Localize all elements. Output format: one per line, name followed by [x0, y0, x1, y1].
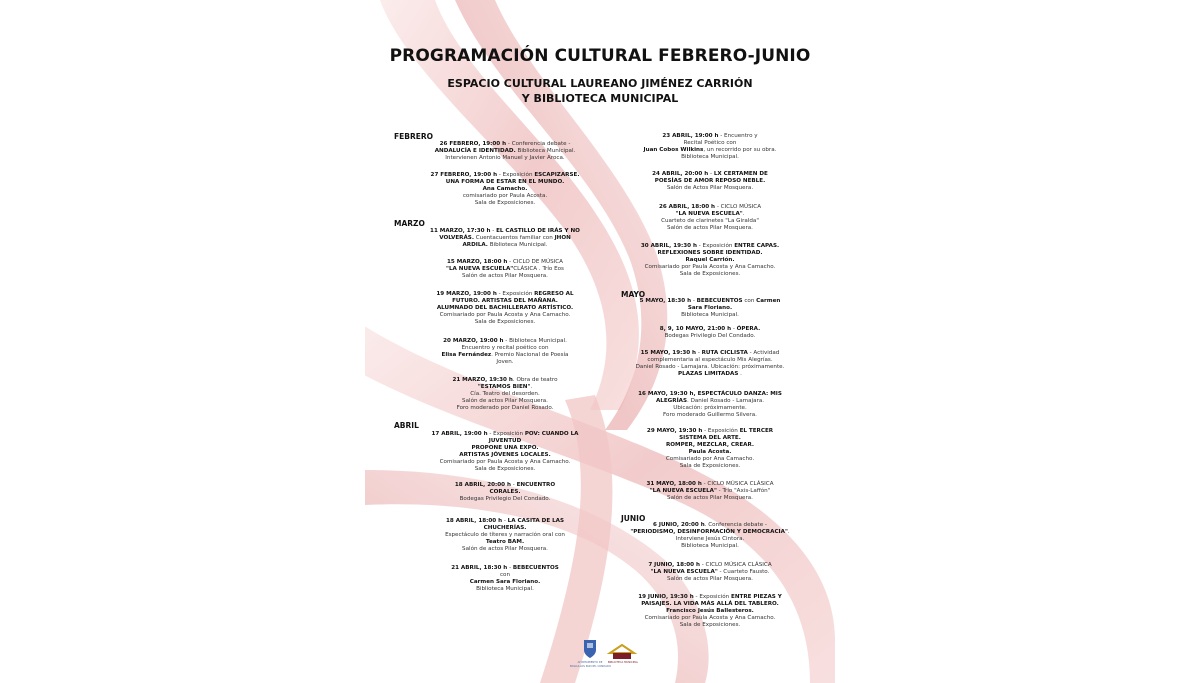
event-bold-text: ENTRE CAPAS.: [734, 243, 780, 249]
event-text: Biblioteca Municipal.: [681, 543, 739, 550]
event-text: - Exposición: [496, 291, 535, 297]
month-heading-march: MARZO: [394, 219, 425, 228]
event-bold-text: CHUCHERÍAS.: [483, 525, 527, 532]
event-bold-text: 21 MARZO, 19:30 h: [452, 377, 513, 383]
event-text: - Cuarteto Fausto.: [717, 569, 770, 576]
event-bold-text: 15 MARZO, 18:00 h: [446, 259, 508, 265]
event-text: - Conferencia debate -: [506, 141, 571, 147]
event-text: Sala de Exposiciones.: [474, 319, 536, 326]
event-text: .: [787, 529, 790, 536]
event-text: . Trío Eos: [538, 266, 564, 273]
event-text: Cuentacuentos familiar con: [473, 235, 555, 242]
event-text: Biblioteca Municipal.: [476, 586, 534, 593]
event-text: - Exposición: [693, 594, 731, 600]
event-bold-text: 16 MAYO, 19:30 h, ESPECTÁCULO DANZA: MIS: [638, 391, 782, 397]
event-text: complementaria al espectáculo Mis Alegrías.: [647, 357, 773, 364]
event-bold-text: 18 ABRIL, 18:00 h: [445, 518, 503, 524]
event-bold-text: UNA FORMA DE ESTAR EN EL MUNDO.: [445, 179, 565, 186]
event-bold-text: "LA NUEVA ESCUELA": [649, 488, 717, 495]
event-text: Comisariado por Paula Acosta y Ana Camacho.: [439, 459, 571, 466]
event-bold-text: PLAZAS LIMITADAS: [678, 371, 739, 378]
event-bold-text: ANDALUCÍA E IDENTIDAD.: [434, 148, 516, 155]
library-house-icon: [610, 645, 634, 659]
event-bold-text: REGRESO AL: [534, 291, 574, 297]
event-text: CLÁSICA: [513, 266, 539, 273]
poster: [365, 0, 835, 683]
event-bold-text: VOLVERÁS.: [439, 235, 474, 242]
event-text: . Conferencia debate -: [704, 522, 767, 528]
event-bold-text: SISTEMA DEL ARTE.: [679, 435, 741, 442]
event-text: -: [490, 228, 497, 234]
event-bold-text: "LA NUEVA ESCUELA": [446, 266, 514, 273]
event-text: Sala de Exposiciones.: [474, 200, 536, 207]
event-bold-text: 17 ABRIL, 19:00 h: [431, 431, 488, 437]
event-bold-text: 30 ABRIL, 19:30 h: [640, 243, 697, 249]
event-text: - CICLO MÚSICA CLÁSICA: [701, 481, 774, 487]
event-bold-text: POESÍAS DE AMOR REPOSO NEBLE.: [654, 178, 766, 185]
event-bold-text: ENCUENTRO: [516, 482, 556, 488]
event-text: Foro moderado por Daniel Rosado.: [456, 405, 554, 412]
municipal-shield-icon: [584, 640, 596, 658]
event-bold-text: 29 MAYO, 19:30 h: [646, 428, 703, 434]
event-text: Cuarteto de clarinetes "La Giralda": [661, 218, 759, 225]
event-text: - Biblioteca Municipal.: [503, 338, 567, 344]
event-text: Salón de actos Pilar Mosquera.: [667, 576, 753, 583]
event-bold-text: 6 JUNIO, 20:00 h: [653, 522, 705, 528]
event-text: . Daniel Rosado - Lamajara.: [687, 398, 765, 405]
event-bold-text: Carmen Sara Floriano.: [469, 579, 541, 586]
month-heading-may: MAYO: [621, 290, 646, 299]
logos-footer: [365, 0, 835, 683]
event-text: .: [530, 384, 533, 391]
event-bold-text: RUTA CICLISTA: [701, 350, 748, 356]
event-text: con: [499, 572, 511, 579]
event-bold-text: Carmen: [756, 298, 781, 304]
event-text: .: [742, 211, 745, 218]
event-bold-text: REFLEXIONES SOBRE IDENTIDAD.: [657, 250, 763, 257]
event-text: , un recorrido por su obra.: [703, 147, 777, 154]
event-bold-text: Juan Cobos Wilkins: [643, 147, 704, 154]
event-bold-text: 20 MARZO, 19:00 h: [443, 338, 504, 344]
event-text: Salón de actos Pilar Mosquera.: [462, 273, 548, 280]
event-bold-text: 11 MARZO, 17:30 h: [430, 228, 491, 234]
event-bold-text: BEBECUENTOS: [512, 565, 559, 571]
event-bold-text: Raquel Carrión.: [685, 257, 735, 264]
event-bold-text: ENTRE PIEZAS Y: [731, 594, 782, 600]
month-heading-june: JUNIO: [621, 514, 646, 523]
event-text: - Exposición: [696, 243, 735, 249]
event-text: - Exposición: [702, 428, 740, 434]
event-text: Salón de actos Pilar Mosquera.: [667, 225, 753, 232]
event-bold-text: FUTURO. ARTISTAS DEL MAÑANA.: [452, 298, 558, 305]
municipal-logo-label-1: AYUNTAMIENTO DE: [577, 661, 603, 664]
event-bold-text: ARDILA.: [462, 242, 488, 249]
event-bold-text: 7 JUNIO, 18:00 h: [648, 562, 700, 568]
event-bold-text: Ana Camacho.: [482, 186, 528, 193]
event-text: Biblioteca Municipal.: [515, 148, 576, 155]
event-bold-text: ALUMNADO DEL BACHILLERATO ARTÍSTICO.: [436, 305, 574, 312]
event-text: - Exposición: [487, 431, 525, 437]
event-text: Sala de Exposiciones.: [474, 466, 536, 473]
event-bold-text: ROMPER, MEZCLAR, CREAR.: [665, 442, 755, 449]
event-text: Daniel Rosado - Lamajara. Ubicación: próximamente.: [635, 364, 785, 371]
event-text: Foro moderado Guillermo Silvera.: [663, 412, 757, 419]
event-bold-text: 15 MAYO, 19:30 h: [640, 350, 697, 356]
event-text: . Obra de teatro: [512, 377, 558, 383]
event-text: Ubicación: próximamente.: [673, 405, 747, 412]
event-text: Comisariado por Ana Camacho.: [665, 456, 755, 463]
month-heading-april: ABRIL: [394, 421, 419, 430]
event-text: -: [510, 482, 517, 488]
month-heading-february: FEBRERO: [394, 132, 434, 141]
event-bold-text: Francisco Jesús Ballesteros.: [666, 608, 754, 615]
event-bold-text: 8, 9, 10 MAYO, 21:00 h: [659, 326, 732, 332]
event-bold-text: 27 FEBRERO, 19:00 h: [430, 172, 498, 178]
event-text: - Encuentro y: [718, 133, 758, 139]
event-bold-text: LA CASITA DE LAS: [507, 518, 565, 524]
event-bold-text: JUVENTUD: [488, 438, 522, 445]
event-bold-text: ÓPERA.: [736, 326, 761, 332]
event-bold-text: 21 ABRIL, 18:30 h: [451, 565, 508, 571]
event-bold-text: "ESTAMOS BIEN": [477, 384, 531, 391]
event-bold-text: PROPONE UNA EXPO.: [471, 445, 539, 452]
event-text: Bodegas Privilegio Del Condado.: [664, 333, 756, 340]
event-text: Intervienen Antonio Manuel y Javier Aroca.: [445, 155, 565, 162]
event-text: - CICLO DE MÚSICA: [507, 259, 564, 265]
event-text: - CICLO MÚSICA CLÁSICA: [699, 562, 772, 568]
event-text: Salón de actos Pilar Mosquera.: [667, 495, 753, 502]
page-title: PROGRAMACIÓN CULTURAL FEBRERO-JUNIO: [389, 46, 811, 66]
event-text: - Exposición: [497, 172, 535, 178]
event-bold-text: EL CASTILLO DE IRÁS Y NO: [496, 228, 580, 234]
event-bold-text: 26 FEBRERO, 19:00 h: [439, 141, 507, 147]
event-bold-text: 24 ABRIL, 20:00 h: [652, 171, 709, 177]
event-text: Biblioteca Municipal.: [487, 242, 548, 249]
event-bold-text: Teatro BAM.: [485, 539, 525, 546]
event-text: -: [708, 171, 714, 177]
event-bold-text: 31 MAYO, 18:00 h: [646, 481, 702, 487]
event-text: Salón de actos Pilar Mosquera.: [462, 398, 548, 405]
event-text: Sala de Exposiciones.: [679, 463, 741, 470]
event-bold-text: 19 MARZO, 19:00 h: [436, 291, 497, 297]
event-bold-text: 18 ABRIL, 20:00 h: [454, 482, 511, 488]
event-text: Salón de Actos Pilar Mosquera.: [666, 185, 754, 192]
event-bold-text: "LA NUEVA ESCUELA": [650, 569, 718, 576]
event-text: . Premio Nacional de Poesía: [491, 352, 569, 359]
subtitle-line-1: ESPACIO CULTURAL LAUREANO JIMÉNEZ CARRIÓN: [447, 77, 753, 90]
event-bold-text: Paula Acosta.: [688, 449, 732, 456]
event-text: Comisariado por Paula Acosta y Ana Camacho.: [439, 312, 571, 319]
event-bold-text: 19 JUNIO, 19:30 h: [638, 594, 694, 600]
library-logo-label: BIBLIOTECA MUNICIPAL: [607, 661, 639, 664]
event-text: - CICLO MÚSICA: [715, 204, 762, 210]
event-bold-text: "LA NUEVA ESCUELA": [675, 211, 743, 218]
event-text: Sala de Exposiciones.: [679, 622, 741, 629]
event-text: -: [502, 518, 508, 524]
event-bold-text: BEBECUENTOS: [696, 298, 743, 304]
event-text: Biblioteca Municipal.: [681, 154, 739, 161]
event-bold-text: EL TERCER: [739, 428, 774, 434]
event-bold-text: 23 ABRIL, 19:00 h: [662, 133, 719, 139]
event-text: Biblioteca Municipal.: [681, 312, 739, 319]
event-text: Joven.: [496, 359, 514, 366]
event-bold-text: POV: CUANDO LA: [524, 431, 579, 437]
event-bold-text: 26 ABRIL, 18:00 h: [658, 204, 716, 210]
event-text: Bodegas Privilegio Del Condado.: [459, 496, 551, 503]
event-bold-text: JHON: [554, 235, 571, 242]
event-bold-text: 5 MAYO, 18:30 h: [639, 298, 692, 304]
event-text: Interviene Jesús Cintora.: [675, 536, 745, 543]
event-bold-text: PAISAJES. LA VIDA MÁS ALLÁ DEL TABLERO.: [641, 601, 779, 608]
event-bold-text: LX CERTAMEN DE: [713, 171, 768, 177]
event-text: -: [691, 298, 697, 304]
event-text: Comisariado por Paula Acosta y Ana Camacho.: [644, 264, 776, 271]
event-text: Encuentro y recital poético con: [461, 345, 549, 352]
event-text: - Trío "Axis-Laffón": [716, 488, 771, 495]
event-bold-text: CORALES.: [489, 489, 521, 496]
event-text: .: [738, 371, 742, 378]
event-text: -: [507, 565, 513, 571]
event-text: -: [731, 326, 737, 332]
event-text: comisariado por Paula Acosta.: [462, 193, 548, 200]
event-text: Cía. Teatro del desorden.: [470, 391, 540, 398]
municipal-logo-label-2: BOLLULLOS PAR DEL CONDADO: [570, 665, 612, 668]
event-text: Comisariado por Paula Acosta y Ana Camacho.: [644, 615, 776, 622]
event-text: Sala de Exposiciones.: [679, 271, 741, 278]
event-bold-text: Sara Floriano.: [687, 305, 733, 312]
event-text: Salón de actos Pilar Mosquera.: [462, 546, 548, 553]
event-bold-text: Elisa Fernández: [441, 352, 492, 359]
event-text: -: [696, 350, 702, 356]
event-bold-text: "PERIODISMO, DESINFORMACIÓN Y DEMOCRACIA": [630, 529, 788, 536]
event-text: con: [742, 298, 757, 304]
event-text: - Actividad: [747, 350, 780, 356]
event-bold-text: ARTISTAS JÓVENES LOCALES.: [459, 452, 551, 459]
event-text: Recital Poético con: [683, 140, 737, 147]
event-text: Espectáculo de títeres y narración oral con: [445, 532, 565, 539]
event-bold-text: ESCAPIZARSE.: [534, 172, 580, 178]
subtitle-line-2: Y BIBLIOTECA MUNICIPAL: [521, 92, 679, 105]
event-bold-text: ALEGRÍAS: [655, 398, 688, 405]
